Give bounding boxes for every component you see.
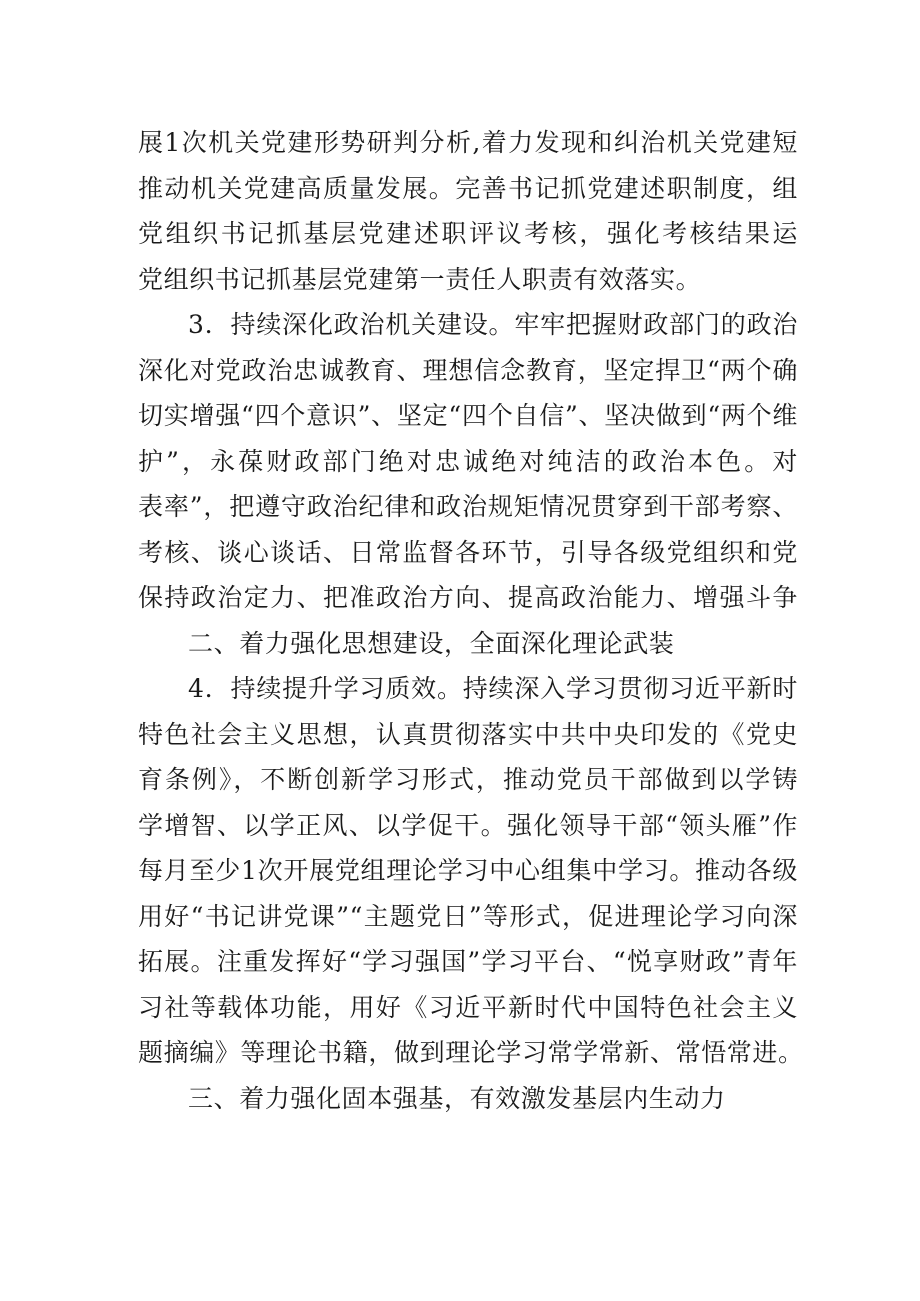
text-line: 4．持续提升学习质效。持续深入学习贯彻习近平新时	[188, 674, 798, 703]
text-line: 拓展。注重发挥好“学习强国”学习平台、“悦享财政”青年	[138, 947, 798, 976]
text-line: 表率”，把遵守政治纪律和政治规矩情况贯穿到干部考察、	[138, 492, 798, 521]
text-line: 学增智、以学正风、以学促干。强化领导干部“领头雁”作	[138, 810, 798, 840]
text-line: 党组织书记抓基层党建述职评议考核，强化考核结果运	[138, 219, 798, 248]
text-line: 题摘编》等理论书籍，做到理论学习常学常新、常悟常进。	[138, 1038, 804, 1067]
text-line: 保持政治定力、把准政治方向、提高政治能力、增强斗争	[138, 583, 798, 612]
text-line: 习社等载体功能，用好《习近平新时代中国特色社会主义	[138, 992, 798, 1022]
text-line: 育条例》，不断创新学习形式，推动党员干部做到以学铸	[138, 765, 798, 794]
text-line: 切实增强“四个意识”、坚定“四个自信”、坚决做到“两个维	[138, 401, 798, 430]
text-line: 特色社会主义思想，认真贯彻落实中共中央印发的《党史	[138, 719, 798, 749]
text-line: 二、着力强化思想建设，全面深化理论武装	[188, 628, 675, 658]
text-line: 展1次机关党建形势研判分析,着力发现和纠治机关党建短	[138, 128, 798, 157]
text-line: 推动机关党建高质量发展。完善书记抓党建述职制度，组	[138, 173, 798, 203]
text-line: 用好“书记讲党课”“主题党日”等形式，促进理论学习向深	[138, 901, 798, 931]
text-line: 护”，永葆财政部门绝对忠诚绝对纯洁的政治本色。对	[138, 446, 798, 476]
document-body	[138, 120, 804, 1121]
text-line: 3．持续深化政治机关建设。牢牢把握财政部门的政治	[188, 310, 798, 339]
text-line: 三、着力强化固本强基，有效激发基层内生动力	[188, 1083, 726, 1113]
text-line: 深化对党政治忠诚教育、理想信念教育，坚定捍卫“两个确	[138, 355, 798, 385]
text-line: 党组织书记抓基层党建第一责任人职责有效落实。	[138, 264, 702, 294]
text-line: 考核、谈心谈话、日常监督各环节，引导各级党组织和党	[138, 537, 798, 567]
text-line: 每月至少1次开展党组理论学习中心组集中学习。推动各级	[138, 856, 798, 885]
